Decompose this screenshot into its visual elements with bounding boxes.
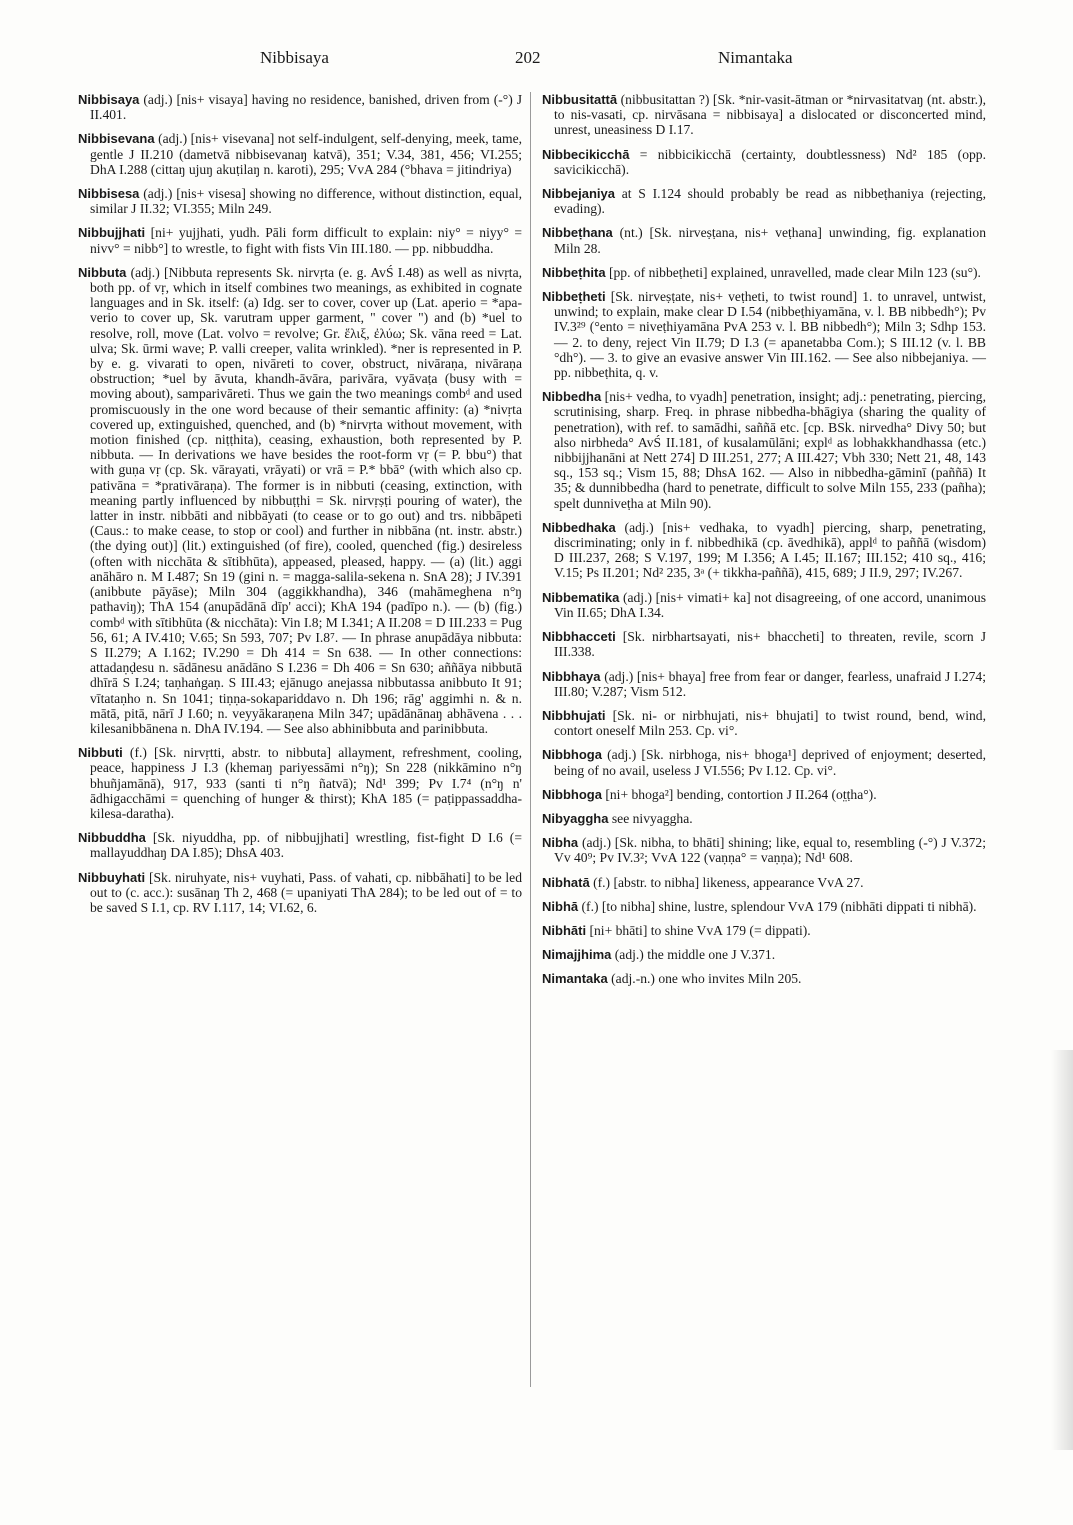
entry-definition: (adj.) the middle one J V.371.: [614, 947, 776, 963]
dictionary-entry: [78, 131, 522, 177]
dictionary-entry: [542, 971, 986, 986]
entry-definition: [Sk. niyuddha, pp. of nibbujjhati] wrestling, fist-fight D I.6 (= mallayuddhaŋ DA I.85); DhsA 403.: [90, 830, 522, 861]
right-column: [542, 92, 986, 996]
entry-definition: (adj.) [nis+ visaya] having no residence, banished, driven from (-°) J II.401.: [90, 92, 522, 123]
dictionary-entry: [78, 745, 522, 821]
entry-headword: Nibbematika: [542, 589, 620, 605]
dictionary-entry: [78, 92, 522, 122]
dictionary-entry: [542, 747, 986, 777]
entry-definition: (adj.) [nis+ visesa] showing no difference, without distinction, equal, similar J II.32; VI.355; Miln 249.: [90, 186, 523, 217]
entry-headword: Nibha: [542, 835, 579, 851]
dictionary-entry: [78, 870, 522, 916]
entry-definition: see nivyaggha.: [611, 810, 693, 826]
entry-definition: (nt.) [Sk. nirveṣṭana, nis+ veṭhana] unwinding, fig. explanation Miln 28.: [554, 225, 986, 256]
left-column: [78, 92, 522, 924]
entry-headword: Nibbhoga: [542, 786, 602, 802]
entry-headword: Nibbusitattā: [542, 92, 618, 107]
entry-definition: [ni+ bhoga²] bending, contortion J II.264 (ot̤ṭha°).: [605, 786, 877, 802]
dictionary-entry: [78, 186, 522, 216]
dictionary-entry: [542, 520, 986, 581]
entry-headword: Nibbujjhati: [78, 225, 146, 241]
entry-definition: [Sk. ni- or nirbhujati, nis+ bhujati] to twist round, bend, wind, contort oneself Miln 253. Cp. vi°.: [554, 707, 986, 739]
entry-headword: Nibbisesa: [78, 186, 140, 202]
dictionary-entry: [78, 265, 522, 736]
entry-headword: Nibbeṭhita: [542, 264, 606, 280]
entry-definition: [ni+ yujjhati, yudh. Pāli form difficult to explain: niy° = niyy° = nivv° = nibb°] to wrestle, to fight with fists Vin III.180. — pp. nibbuddha.: [90, 225, 522, 256]
running-head: [78, 48, 1024, 74]
entry-headword: Nibbeṭhana: [542, 225, 613, 241]
entry-headword: Nibbuti: [78, 745, 123, 761]
entry-headword: Nibbejaniya: [542, 186, 615, 202]
dictionary-entry: [542, 590, 986, 620]
entry-headword: Nibbedha: [542, 389, 602, 405]
entry-definition: (adj.) [nis+ vimati+ ka] not disagreeing, of one accord, unanimous Vin II.65; DhA I.34.: [554, 589, 986, 620]
dictionary-entry: [78, 830, 522, 860]
dictionary-entry: [542, 629, 986, 659]
entry-headword: Nibhāti: [542, 922, 587, 938]
entry-headword: Nibbisevana: [78, 131, 155, 147]
entry-headword: Nibhā: [542, 898, 579, 914]
dictionary-entry: [542, 289, 986, 380]
entry-definition: (adj.) [nis+ bhaya] free from fear or danger, fearless, unafraid J I.274; III.80; V.287; Vism 512.: [554, 668, 986, 699]
running-head-left: Nibbisaya: [260, 48, 329, 67]
entry-definition: [Sk. nirbhartsayati, nis+ bhaccheti] to threaten, revile, scorn J III.338.: [554, 629, 986, 660]
entry-headword: Nimantaka: [542, 971, 608, 987]
entry-definition: [nis+ vedha, to vyadh] penetration, insight; adj.: penetrating, piercing, scrutinising, sharp. Freq. in phrase nibbedha-bhāgiya (sharing the quality of penetration), with ref. to samādhi, saññā etc. [cp. BSk. nirvedha° Divy 50; but also nirbheda° AvŚ II.181, of kusalamūlāni; explᵈ as lobhakkhandhassa (etc.) nibbijjhanāni at Nett 274] D III.251, 277; A III.427; Vbh 330; Nett 21, 48, 143 sq., 153 sq.; Vism 15, 88; DhsA 162. — Also in nibbedha-gāminī (paññā) It 35; & dunnibbedha (hard to penetrate, difficult to solve Miln 155, 233 (pañha); spelt dunniveṭha at Miln 90).: [554, 389, 986, 511]
entry-headword: Nimajjhima: [542, 947, 612, 963]
entry-headword: Nibbecikicchā: [542, 146, 630, 162]
scan-edge-shadow: [1051, 1050, 1073, 1450]
entry-headword: Nibbhaya: [542, 668, 601, 684]
entry-definition: [Sk. niruhyate, nis+ vuyhati, Pass. of vahati, cp. nibbāhati] to be led out to (c. acc.): susānaŋ Th 2, 468 (= upaniyati ThA 284); to be led out of = to be saved S I.1, cp. RV I.117, 14; VI.62, 6.: [90, 869, 522, 915]
dictionary-entry: [542, 787, 986, 802]
entry-headword: Nibbhujati: [542, 707, 606, 723]
dictionary-entry: [542, 899, 986, 914]
running-head-right: Nimantaka: [718, 48, 793, 67]
dictionary-entry: [542, 147, 986, 177]
page-number: 202: [515, 48, 541, 67]
entry-headword: Nibbedhaka: [542, 519, 616, 535]
entry-headword: Nibbuyhati: [78, 869, 146, 885]
entry-definition: (f.) [to nibha] shine, lustre, splendour VvA 179 (nibhāti dippati ti nibhā).: [581, 898, 977, 914]
entry-definition: (adj.) [Sk. nibha, to bhāti] shining; like, equal to, resembling (-°) J V.372; Vv 40⁹; Pv IV.3²; VvA 122 (vaṇṇa° = vaṇṇa); Nd¹ 608.: [554, 835, 986, 866]
entry-headword: Nibbisaya: [78, 92, 140, 107]
dictionary-entry: [542, 669, 986, 699]
entry-definition: [ni+ bhāti] to shine VvA 179 (= dippati).: [589, 922, 811, 938]
dictionary-entry: [542, 92, 986, 138]
dictionary-entry: [542, 186, 986, 216]
dictionary-entry: [542, 923, 986, 938]
dictionary-entry: [542, 811, 986, 826]
entry-definition: (nibbusitattan ?) [Sk. *nir-vasit-ātman or *nirvasitatvaŋ (nt. abstr.), to nis-vasati, cp. nirvāsana = nibbisaya] a dislocated or disconcerted mind, unrest, uneasiness D I.17.: [554, 92, 986, 138]
entry-definition: (f.) [Sk. nirvṛtti, abstr. to nibbuta] allayment, refreshment, cooling, peace, happiness J I.3 (khemaŋ pariyessāmi n°ŋ); Sn 228 (nikkāmino n°ŋ bhuñjamānā), 917, 933 (santi ti n°ŋ ñatvā); Nd¹ 399; Pv I.7⁴ (n°ŋ n' ādhigacchāmi = quenching of hunger & thirst); KhA 185 (= paṭippassaddha-kilesa-daratha).: [90, 745, 522, 821]
column-divider: [530, 92, 531, 1387]
dictionary-entry: [542, 947, 986, 962]
entry-definition: (adj.) [nis+ vedhaka, to vyadh] piercing, sharp, penetrating, discriminating; only in f. nibbedhikā (cp. āvedhikā), applᵈ to paññā (wisdom) D III.237, 268; S V.197, 199; M I.356; A I.45; II.167; III.152; 410 sq., 416; V.15; Ps II.201; Nd² 235, 3ᵃ (+ tikkha-paññā), 415, 689; J II.9, 297; IV.267.: [554, 519, 986, 581]
entry-headword: Nibbeṭheti: [542, 289, 606, 305]
entry-headword: Nibbhacceti: [542, 629, 616, 645]
entry-headword: Nibbuta: [78, 264, 127, 280]
entry-headword: Nibhatā: [542, 874, 590, 890]
entry-definition: [Sk. nirveṣṭate, nis+ veṭheti, to twist round] 1. to unravel, untwist, unwind; to explain, make clear D I.54 (nibbeṭhiyamāna, v. l. BB nibbedh°); Pv IV.3²⁹ (°ento = niveṭhiyamāna PvA 253 v. l. BB nibbedh°); Miln 3; Sdhp 153. — 2. to deny, reject Vin II.79; D I.3 (= apanetabba Com.); S III.12 (v. l. BB °dh°). — 3. to give an evasive answer Vin III.162. — See also nibbejaniya. — pp. nibbeṭhita, q. v.: [554, 289, 986, 381]
dictionary-entry: [542, 225, 986, 255]
entry-definition: (adj.) [nis+ visevana] not self-indulgent, self-denying, meek, tame, gentle J II.210 (dametvā nibbisevanaŋ katvā), 351; V.34, 381, 456; VI.255; DhA I.288 (cittaŋ ujuŋ akuṭilaŋ n. karoti), 295; VvA 284 (°bhava = jitindriya): [90, 131, 522, 177]
dictionary-entry: [542, 708, 986, 738]
entry-definition: (f.) [abstr. to nibha] likeness, appearance VvA 27.: [593, 874, 864, 890]
dictionary-entry: [542, 875, 986, 890]
entry-definition: (adj.) [Nibbuta represents Sk. nirvṛta (e. g. AvŚ I.48) as well as nivṛta, both pp. of vṛ, which in itself combines two meanings, as exhibited in cognate languages and in Sk. itself: (a) Idg. ser to cover, cover up (Lat. aperio = *apa-verio to cover up, Sk. varutram upper garment, " cover ") and (b) *uel to resolve, roll, move (Lat. volvo = revolve; Gr. ἕλιξ, ἐλύω; Sk. vāna reed = Lat. ulva; Sk. ūrmi wave; P. valli creeper, valita wrinkled). *ner is represented in P. by e. g. vivarati to open, nivāreti to cover, obstruct, nivāraṇa, nivāraṇa obstruction; *uel by āvuta, khandh-āvāra, parivāra, vyāvaṭa (busy with = moving about), samparivāreti. Thus we gain the two meanings combᵈ and used promiscuously in the one word because of their semantic affinity: (a) *nivṛta covered up, extinguished, quenched, and (b) *nirvṛta without movement, with motion finished (cp. niṭṭhita), ceasing, exhaustion, both represented by P. nibbuta. — In derivations we have besides the root-form vṛ (= P. bbu°) that with guṇa vṛ (cp. Sk. vārayati, vrāyati) or vrā = P.* bbā° (with which also cp. pativāna = *prativāraṇa). The former is in nibbuti (ceasing, extinction, with meaning partly influenced by nibbuṭṭhi = Sk. nirvṛṣṭi pouring of water), the latter in instr. nibbāti and nibbāyati (to cease or to go out) and trs. nibbāpeti (Caus.: to make cease, to stop or cool) and further in nibbāna (nt. instr. abstr.) (the dying out)] (lit.) extinguished (of fire), cooled, quenched (fig.) desireless (often with nicchāta & sītibhūta), appeased, pleased, happy. — (a) (lit.) aggi anāhāro n. M I.487; Sn 19 (gini n. = magga-salila-sekena n. SnA 28); J IV.391 (anibbute pāyāse); Miln 304 (aggikkhandha), 346 (mahāmeghena n°ŋ pathaviŋ); ThA 154 (anupādānā dīp' acci); KhA 194 (padīpo n.). — (b) (fig.) combᵈ with sītibhūta (& nicchāta): Vin I.8; M I.341; A II.208 = D III.233 = Pug 56, 61; A IV.410; V.65; Sn 593, 707; Pv I.8⁷. — In phrase anupādāya nibbuta: S II.279; A I.162; IV.290 = Dh 414 = Sn 638. — In other connections: attadaṇḍesu n. sādānesu anādāno S I.236 = Dh 406 = Sn 630; aññāya nibbutā dhīrā S I.24; taṇhaṅgaṇ. S III.43; ejānugo anejassa nibbutassa anibbuto It 91; vītataṇho n. Sn 1041; tiṇṇa-sokapariddavo n. Dh 196; rāg' aggimhi n. & n. mātā, pitā, nārī J I.60; n. veyyākaraṇena Miln 347; upādānānaŋ abhāvena . . . kilesanibbānena n. DhA IV.194. — See also abhinibbuta and parinibbuta.: [90, 264, 522, 736]
entry-definition: (adj.-n.) one who invites Miln 205.: [611, 971, 802, 987]
entry-headword: Nibyaggha: [542, 810, 609, 826]
dictionary-entry: [78, 225, 522, 255]
entry-definition: [pp. of nibbeṭheti] explained, unravelled, made clear Miln 123 (su°).: [608, 264, 981, 280]
dictionary-entry: [542, 265, 986, 280]
entry-headword: Nibbuddha: [78, 830, 146, 846]
entry-definition: = nibbicikicchā (certainty, doubtlessness) Nd² 185 (opp. savicikicchā).: [554, 146, 986, 177]
dictionary-entry: [542, 389, 986, 511]
entry-definition: at S I.124 should probably be read as nibbeṭhaniya (rejecting, evading).: [554, 186, 986, 217]
entry-definition: (adj.) [Sk. nirbhoga, nis+ bhoga¹] deprived of enjoyment; deserted, being of no avail, useless J VI.556; Pv I.12. Cp. vi°.: [554, 747, 986, 778]
entry-headword: Nibbhoga: [542, 747, 602, 763]
dictionary-entry: [542, 835, 986, 865]
